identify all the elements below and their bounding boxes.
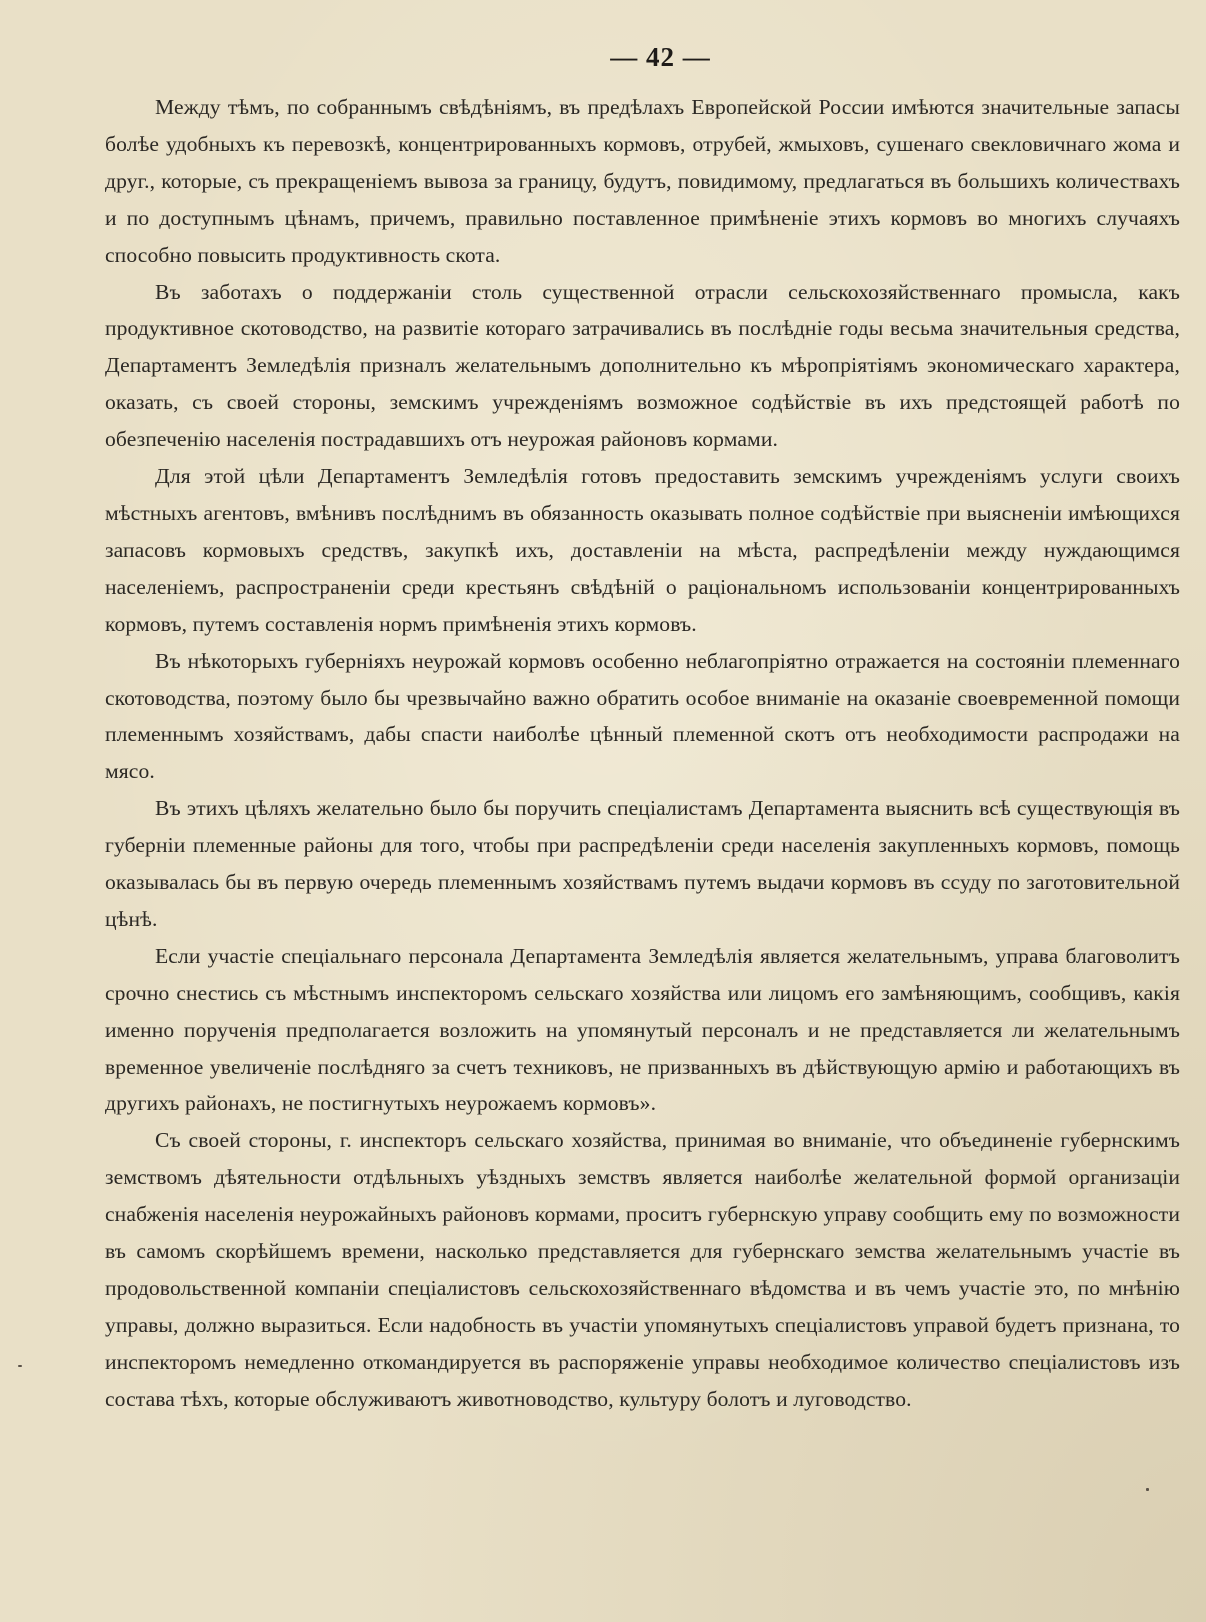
body-text <box>105 89 1180 1418</box>
paragraph-4: Въ нѣкоторыхъ губерніяхъ неурожай кормовъ особенно неблагопріятно отражается на состояніи племеннаго скотоводства, поэтому было бы чрезвычайно важно обратить особое вниманіе на оказаніе своевременной помощи племеннымъ хозяйствамъ, дабы спасти наиболѣе цѣнный племенной скотъ отъ необходимости распродажи на мясо. <box>105 648 1180 784</box>
paragraph-1: Между тѣмъ, по собраннымъ свѣдѣніямъ, въ предѣлахъ Европейской России имѣются значительные запасы болѣе удобныхъ къ перевозкѣ, концентрированныхъ кормовъ, отрубей, жмыховъ, сушенаго свекловичнаго жома и друг., которые, съ прекращеніемъ вывоза за границу, будутъ, повидимому, предлагаться въ большихъ количествахъ и по доступнымъ цѣнамъ, причемъ, правильно поставленное примѣненіе этихъ кормовъ во многихъ случаяхъ способно повысить продуктивность скота. <box>105 95 1180 267</box>
page-number: — 42 — <box>610 42 711 72</box>
paragraph-6: Если участіе спеціальнаго персонала Департамента Земледѣлія является желательнымъ, управа благоволитъ срочно снестись съ мѣстнымъ инспекторомъ сельскаго хозяйства или лицомъ его замѣняющимъ, сообщивъ, какія именно порученія предполагается возложить на упомянутый персоналъ и не представляется ли желательнымъ временное увеличеніе послѣдняго за счетъ техниковъ, не призванныхъ въ дѣйствующую армію и работающихъ въ другихъ районахъ, не постигнутыхъ неурожаемъ кормовъ». <box>105 943 1180 1116</box>
bottom-speck <box>1146 1488 1149 1491</box>
margin-speck <box>18 1365 22 1367</box>
paragraph-2: Въ заботахъ о поддержаніи столь существенной отрасли сельскохозяйственнаго промысла, какъ продуктивное скотоводство, на развитіе котораго затрачивались въ послѣдніе годы весьма значительныя средства, Департаментъ Земледѣлія призналъ желательнымъ дополнительно къ мѣропріятіямъ экономическаго характера, оказать, съ своей стороны, земскимъ учрежденіямъ возможное содѣйствіе въ ихъ предстоящей работѣ по обезпеченію населенія пострадавшихъ отъ неурожая районовъ кормами. <box>105 279 1180 452</box>
paragraph-5: Въ этихъ цѣляхъ желательно было бы поручить спеціалистамъ Департамента выяснить всѣ существующія въ губерніи племенные районы для того, чтобы при распредѣленіи среди населенія закупленныхъ кормовъ, помощь оказывалась бы въ первую очередь племеннымъ хозяйствамъ путемъ выдачи кормовъ въ ссуду по заготовительной цѣнѣ. <box>105 796 1180 931</box>
paragraph-7: Съ своей стороны, г. инспекторъ сельскаго хозяйства, принимая во вниманіе, что объединеніе губернскимъ земствомъ дѣятельности отдѣльныхъ уѣздныхъ земствъ является наиболѣе желательной формой организаціи снабженія населенія неурожайныхъ районовъ кормами, проситъ губернскую управу сообщить ему по возможности въ самомъ скорѣйшемъ времени, насколько представляется для губернскаго земства желательнымъ участіе въ продовольственной компаніи спеціалистовъ сельскохозяйственнаго вѣдомства и въ чемъ участіе это, по мнѣнію управы, должно выразиться. Если надобность въ участіи упомянутыхъ спеціалистовъ управой будетъ признана, то инспекторомъ немедленно откомандируется въ распоряженіе управы необходимое количество спеціалистовъ изъ состава тѣхъ, которые обслуживаютъ животноводство, культуру болотъ и луговодство. <box>105 1128 1180 1411</box>
paragraph-3: Для этой цѣли Департаментъ Земледѣлія готовъ предоставить земскимъ учрежденіямъ услуги своихъ мѣстныхъ агентовъ, вмѣнивъ послѣднимъ въ обязанность оказывать полное содѣйствіе при выясненіи имѣющихся запасовъ кормовыхъ средствъ, закупкѣ ихъ, доставленіи на мѣста, распредѣленіи между нуждающимся населеніемъ, распространеніи среди крестьянъ свѣдѣній о раціональномъ использованіи концентрированныхъ кормовъ, путемъ составленія нормъ примѣненія этихъ кормовъ. <box>105 464 1180 636</box>
